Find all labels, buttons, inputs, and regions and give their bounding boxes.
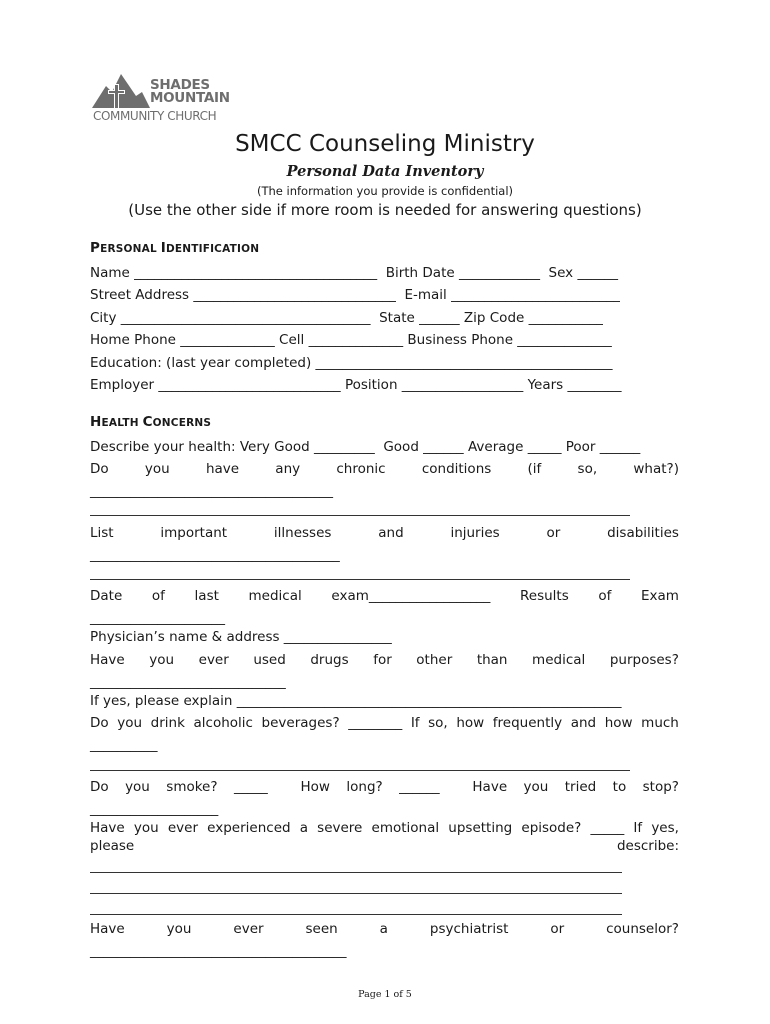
word: to <box>612 779 627 795</box>
word: stop? <box>642 779 679 795</box>
word: Have <box>90 652 125 668</box>
logo-line-community-church: COMMUNITY CHURCH <box>93 109 217 123</box>
heading-rest: EALTH <box>101 417 143 429</box>
word: injuries <box>450 525 500 541</box>
heading-letter: I <box>160 240 166 256</box>
field-employer-line[interactable]: Employer ___________________________ Position __________________ Years ________ <box>90 377 622 393</box>
word: chronic <box>336 461 386 477</box>
word: you <box>523 779 549 795</box>
word: severe <box>317 820 363 836</box>
word: ever <box>167 820 199 836</box>
heading-letter: C <box>142 414 153 430</box>
word[interactable]: ______ <box>399 779 440 795</box>
word: or <box>550 921 565 937</box>
word: ever <box>198 652 229 668</box>
word: emotional <box>371 820 440 836</box>
word: Do <box>90 779 109 795</box>
word: long? <box>346 779 383 795</box>
word: conditions <box>421 461 492 477</box>
field-phone-line[interactable]: Home Phone ______________ Cell ______________ Business Phone ______________ <box>90 332 612 348</box>
word: have <box>205 461 240 477</box>
word: Have <box>90 921 125 937</box>
word: psychiatrist <box>429 921 509 937</box>
word: upsetting <box>448 820 513 836</box>
word[interactable]: _____ <box>233 779 268 795</box>
word: than <box>476 652 508 668</box>
church-logo <box>92 74 252 126</box>
question-alcohol <box>90 715 679 731</box>
answer-smoke-line[interactable]: ___________________ <box>90 801 219 817</box>
word: Have <box>90 820 125 836</box>
word: you <box>149 652 175 668</box>
question-illnesses <box>90 525 679 541</box>
word: you <box>144 461 170 477</box>
answer-rule[interactable] <box>90 893 622 894</box>
word: other <box>416 652 453 668</box>
answer-rule[interactable] <box>90 579 630 580</box>
word: used <box>253 652 286 668</box>
word: much <box>641 715 679 731</box>
field-street-line[interactable]: Street Address ______________________________ E-mail _________________________ <box>90 287 620 303</box>
word: medical <box>248 588 302 604</box>
word: Do <box>90 461 109 477</box>
answer-rule[interactable] <box>90 914 622 915</box>
word: counselor? <box>606 921 679 937</box>
answer-alcohol-line[interactable]: __________ <box>90 737 158 753</box>
question-smoke <box>90 779 679 795</box>
heading-rest: ONCERNS <box>152 417 212 429</box>
word: seen <box>305 921 338 937</box>
word: so, <box>577 461 598 477</box>
word: for <box>373 652 392 668</box>
word: tried <box>564 779 597 795</box>
answer-exam-line[interactable]: ____________________ <box>90 610 225 626</box>
field-explain-line[interactable]: If yes, please explain _________________________________________________________ <box>90 693 622 709</box>
word[interactable]: ________ <box>348 715 403 731</box>
word[interactable]: _____ <box>590 820 625 836</box>
logo-line-shades: SHADES <box>150 77 210 93</box>
word: episode? <box>521 820 582 836</box>
word: smoke? <box>166 779 218 795</box>
word: or <box>546 525 561 541</box>
answer-psychiatrist-line[interactable]: ______________________________________ <box>90 943 347 959</box>
word: how <box>604 715 633 731</box>
word: experienced <box>207 820 291 836</box>
word: beverages? <box>261 715 340 731</box>
word: Exam <box>641 588 679 604</box>
word[interactable]: exam__________________ <box>331 588 491 604</box>
word: Results <box>520 588 569 604</box>
word: drink <box>150 715 185 731</box>
question-emotional-cont <box>90 838 679 854</box>
field-education-line[interactable]: Education: (last year completed) ____________________________________________ <box>90 355 613 371</box>
question-emotional <box>90 820 679 836</box>
word: If <box>633 820 643 836</box>
question-psychiatrist <box>90 921 679 937</box>
heading-rest: DENTIFICATION <box>165 243 260 255</box>
word: how <box>456 715 485 731</box>
word: If <box>410 715 420 731</box>
word: drugs <box>310 652 349 668</box>
word: you <box>125 779 150 795</box>
confidential-note: (The information you provide is confidential) <box>256 184 513 198</box>
word: (if <box>527 461 542 477</box>
word: so, <box>428 715 448 731</box>
question-exam <box>90 588 679 604</box>
word: alcoholic <box>193 715 253 731</box>
word: illnesses <box>273 525 332 541</box>
word: you <box>166 921 192 937</box>
answer-drugs-line[interactable]: _____________________________ <box>90 674 286 690</box>
word: a <box>379 921 388 937</box>
word: and <box>570 715 597 731</box>
word: List <box>90 525 114 541</box>
answer-chronic-line[interactable]: ____________________________________ <box>90 483 333 499</box>
word: disabilities <box>607 525 679 541</box>
word: Do <box>90 715 109 731</box>
field-city-line[interactable]: City _____________________________________ State ______ Zip Code ___________ <box>90 310 603 326</box>
word: what?) <box>633 461 679 477</box>
word: of <box>598 588 612 604</box>
page-footer: Page 1 of 5 <box>358 989 412 1000</box>
word: you <box>117 715 143 731</box>
field-physician-line[interactable]: Physician’s name & address ________________ <box>90 629 392 645</box>
word: please <box>90 838 135 854</box>
page-title: SMCC Counseling Ministry <box>235 131 535 157</box>
word: of <box>151 588 165 604</box>
word: and <box>378 525 404 541</box>
question-drugs <box>90 652 679 668</box>
answer-rule[interactable] <box>90 872 622 873</box>
heading-letter: P <box>90 240 101 256</box>
heading-rest: ERSONAL <box>100 243 161 255</box>
word: any <box>275 461 301 477</box>
word: last <box>194 588 219 604</box>
section-heading-health <box>90 414 211 430</box>
word: Date <box>90 588 123 604</box>
other-side-note: (Use the other side if more room is needed for answering questions) <box>128 201 642 219</box>
word: describe: <box>616 838 679 854</box>
field-health-line[interactable]: Describe your health: Very Good _________ Good ______ Average _____ Poor ______ <box>90 439 641 455</box>
word: important <box>160 525 228 541</box>
word: Have <box>472 779 508 795</box>
question-chronic <box>90 461 679 477</box>
answer-rule[interactable] <box>90 770 630 771</box>
field-name-line[interactable]: Name ____________________________________ Birth Date ____________ Sex ______ <box>90 265 618 281</box>
word: How <box>300 779 330 795</box>
heading-letter: H <box>90 414 102 430</box>
mountain-cross-icon <box>92 74 152 110</box>
word: a <box>299 820 309 836</box>
word: frequently <box>492 715 563 731</box>
answer-rule[interactable] <box>90 515 630 516</box>
section-heading-personal <box>90 240 259 256</box>
logo-line-mountain: MOUNTAIN <box>150 90 230 106</box>
word: ever <box>233 921 264 937</box>
word: yes, <box>651 820 679 836</box>
word: you <box>133 820 159 836</box>
page-subtitle: Personal Data Inventory <box>286 163 484 180</box>
word: medical <box>532 652 586 668</box>
word: purposes? <box>609 652 679 668</box>
answer-illnesses-line[interactable]: _____________________________________ <box>90 547 340 563</box>
